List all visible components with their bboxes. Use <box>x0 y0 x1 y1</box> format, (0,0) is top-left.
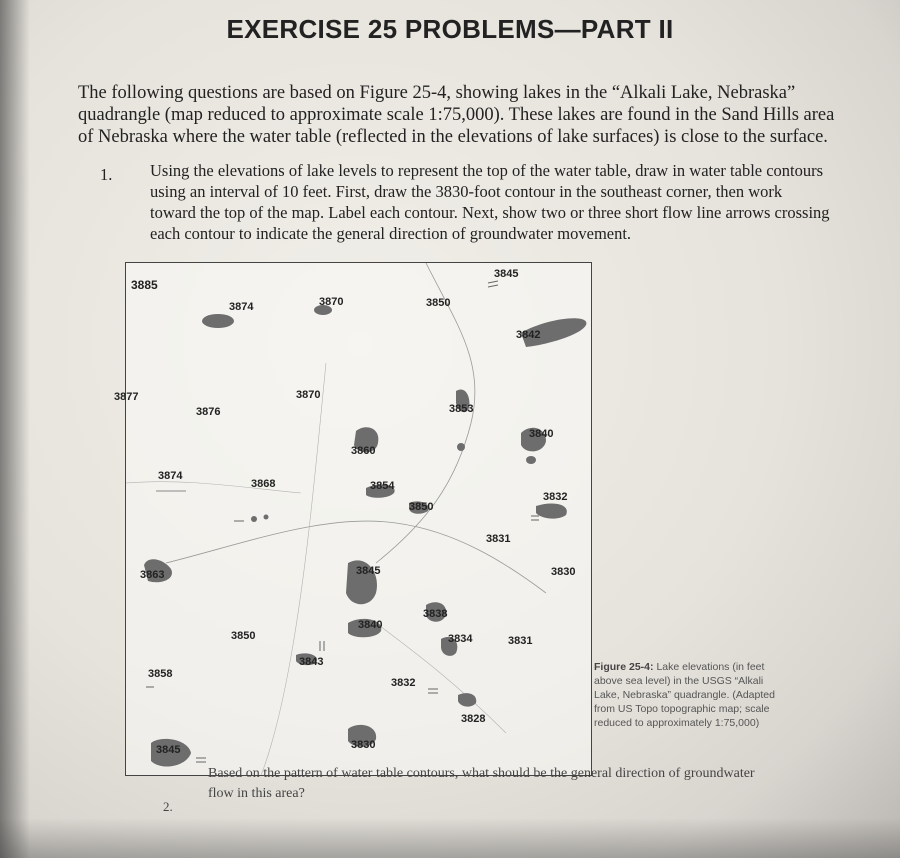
elevation-label: 3845 <box>356 565 381 577</box>
screen-bottom-shadow <box>0 818 900 858</box>
elevation-label: 3870 <box>319 296 344 308</box>
question-1-number: 1. <box>100 165 113 184</box>
question-1-text: Using the elevations of lake levels to represent the top of the water table, draw in water table contours using an interval of 10 feet. First, draw the 3830-foot contour in the southeast corner, then work toward the top of the map. Label each contour. Next, show two or three short flow line arrows crossing each contour to indicate the general direction of groundwater movement. <box>150 161 830 243</box>
elevation-label: 3832 <box>543 491 568 503</box>
elevation-label: 3885 <box>131 278 158 292</box>
elevation-label: 3831 <box>486 533 511 545</box>
elevation-label: 3828 <box>461 713 486 725</box>
elevation-label: 3874 <box>158 470 183 482</box>
lake <box>458 693 476 707</box>
lake <box>536 503 567 518</box>
elevation-label: 3830 <box>551 566 576 578</box>
elevation-label: 3860 <box>351 445 376 457</box>
lake <box>264 515 269 520</box>
elevation-label: 3834 <box>448 633 473 645</box>
elevation-label: 3845 <box>494 268 519 280</box>
elevation-label: 3877 <box>114 391 139 403</box>
elevation-label: 3874 <box>229 301 254 313</box>
lake-map <box>114 262 592 776</box>
elevation-label: 3845 <box>156 744 181 756</box>
figure-caption-label: Figure 25-4: <box>594 661 654 673</box>
elevation-label: 3843 <box>299 656 324 668</box>
marsh-mark <box>488 281 498 283</box>
question-2-text: Based on the pattern of water table contours, what should be the general direction of groundwater flow in this area? <box>208 766 755 801</box>
page-title: EXERCISE 25 PROBLEMS—PART II <box>226 14 674 44</box>
elevation-label: 3840 <box>358 619 383 631</box>
screen-edge-shadow <box>0 0 30 858</box>
lakes <box>144 305 586 767</box>
lake <box>251 516 257 522</box>
elevation-label: 3870 <box>296 389 321 401</box>
elevation-label: 3838 <box>423 608 448 620</box>
track-line <box>261 363 326 775</box>
elevation-label: 3850 <box>409 501 434 513</box>
intro-paragraph: The following questions are based on Figure 25-4, showing lakes in the “Alkali Lake, Nebraska” quadrangle (map reduced to approximate scale 1:75,000). These lakes are found in the Sand Hills area of Nebraska where the water table (reflected in the elevations of lake surfaces) is close to the surface. <box>78 83 835 147</box>
marsh-symbols <box>146 281 539 762</box>
elevation-label: 3858 <box>148 668 173 680</box>
question-2-number: 2. <box>163 799 173 814</box>
lake <box>526 456 536 464</box>
lake <box>202 314 234 328</box>
elevation-label: 3832 <box>391 677 416 689</box>
elevation-label: 3850 <box>426 297 451 309</box>
elevation-label: 3850 <box>231 630 256 642</box>
marsh-mark <box>488 285 498 287</box>
elevation-label: 3842 <box>516 329 541 341</box>
elevation-label: 3853 <box>449 403 474 415</box>
elevation-label: 3854 <box>370 480 395 492</box>
elevation-label: 3863 <box>140 569 165 581</box>
figure-caption-text: Lake elevations (in feet above sea level) in the USGS “Alkali Lake, Nebraska” quadrangle. (Adapted from US Topo topographic map; scale reduced to approximately 1:75,000) <box>594 661 775 729</box>
lake <box>457 443 465 451</box>
elevation-label: 3830 <box>351 739 376 751</box>
elevation-label: 3840 <box>529 428 554 440</box>
elevation-label: 3868 <box>251 478 276 490</box>
elevation-label: 3831 <box>508 635 533 647</box>
figure-caption <box>594 660 784 730</box>
elevation-label: 3876 <box>196 406 221 418</box>
